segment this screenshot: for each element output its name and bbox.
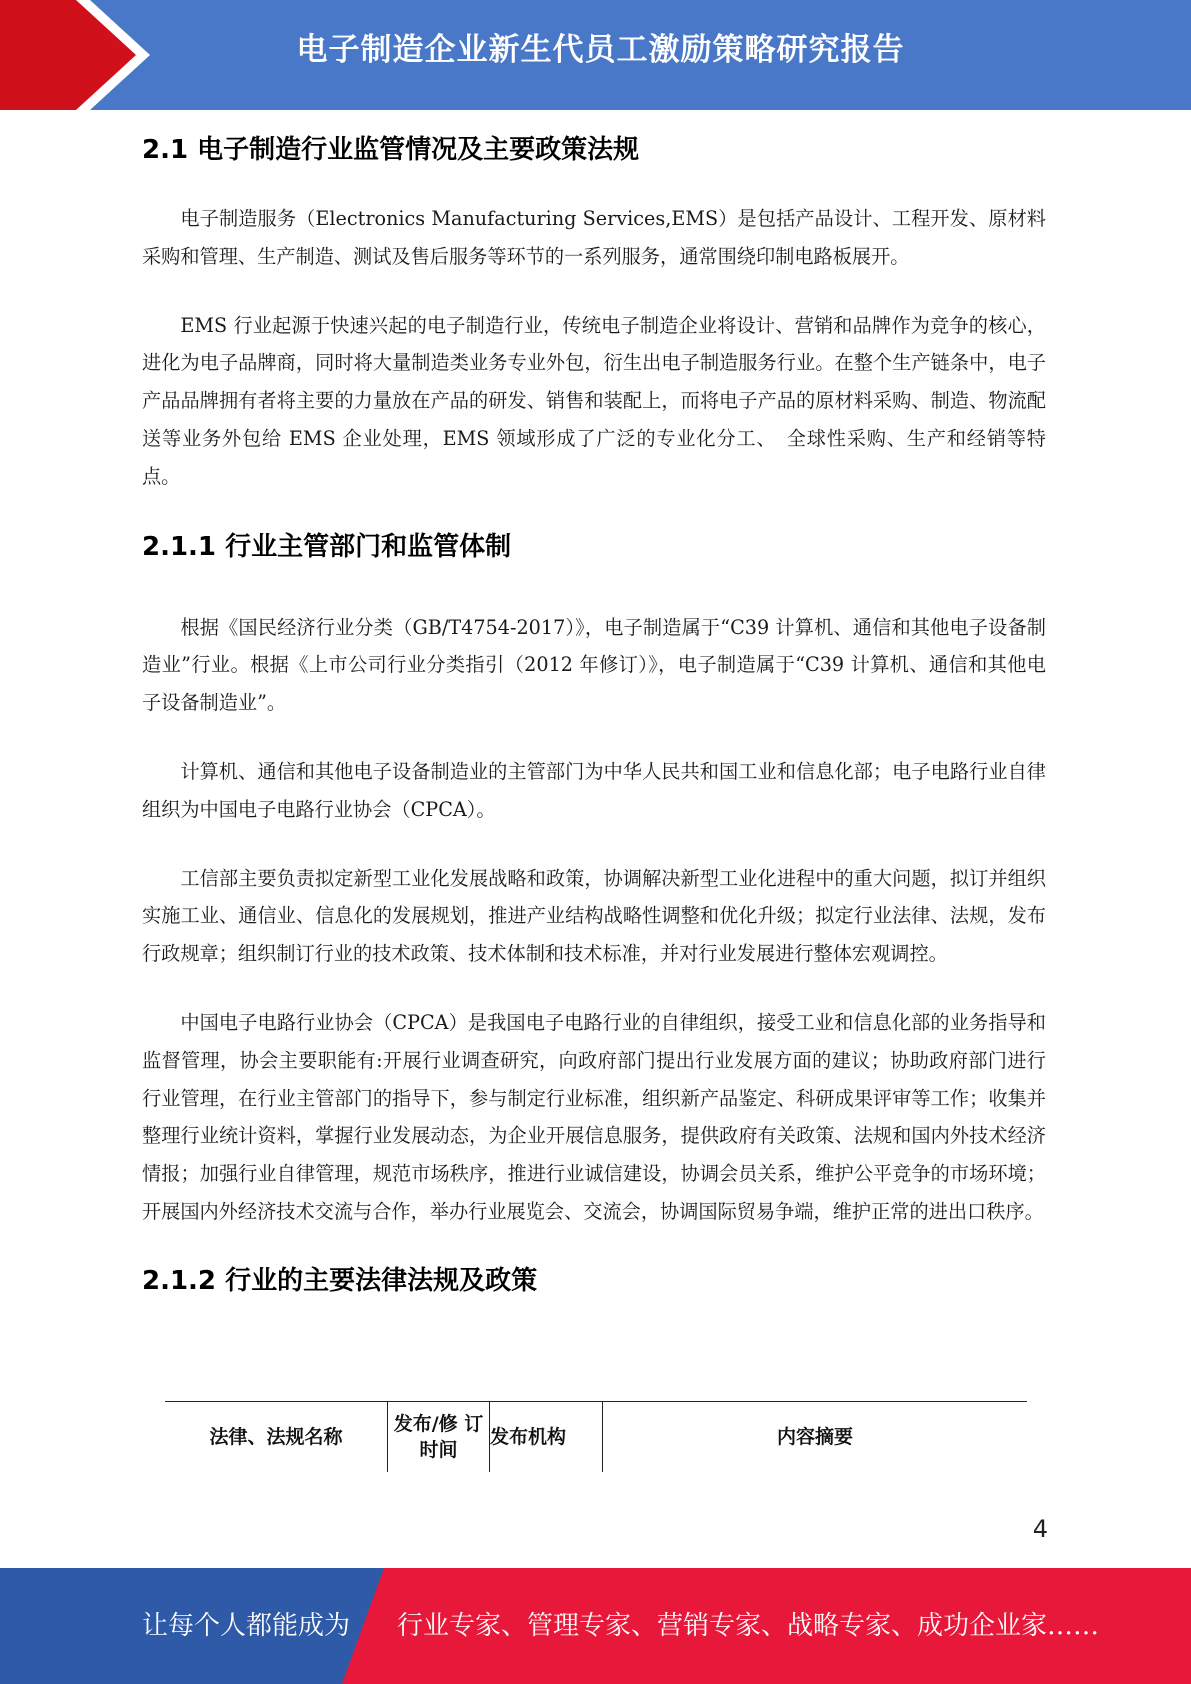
page-content <box>142 120 1046 1311</box>
paragraph-cpca-duties: 中国电子电路行业协会（CPCA）是我国电子电路行业的自律组织，接受工业和信息化部的业务指导和监督管理，协会主要职能有:开展行业调查研究，向政府部门提出行业发展方面的建议；协助政府部门进行行业管理，在行业主管部门的指导下，参与制定行业标准，组织新产品鉴定、科研成果评审等工作；收集并整理行业统计资料，掌握行业发展动态，为企业开展信息服务，提供政府有关政策、法规和国内外技术经济情报；加强行业自律管理，规范市场秩序，推进行业诚信建设，协调会员关系，维护公平竞争的市场环境；开展国内外经济技术交流与合作，举办行业展览会、交流会，协调国际贸易争端，维护正常的进出口秩序。 <box>142 1010 1046 1223</box>
column-header-law-name: 法律、法规名称 <box>165 1402 388 1472</box>
column-header-issuing-body: 发布机构 <box>490 1402 603 1472</box>
column-header-release-time: 发布/修 订时间 <box>388 1402 490 1472</box>
page-number: 4 <box>1032 1515 1048 1543</box>
footer-slogan-left: 让每个人都能成为 <box>142 1611 351 1641</box>
section-heading-2-1-1: 2.1.1 行业主管部门和监管体制 <box>142 531 512 562</box>
page-footer-banner <box>0 1568 1191 1684</box>
column-header-summary: 内容摘要 <box>776 1426 853 1448</box>
paragraph-regulators: 计算机、通信和其他电子设备制造业的主管部门为中华人民共和国工业和信息化部；电子电路行业自律组织为中国电子电路行业协会（CPCA）。 <box>142 759 1046 821</box>
paragraph-ems-origin: EMS 行业起源于快速兴起的电子制造行业，传统电子制造企业将设计、营销和品牌作为竞争的核心，进化为电子品牌商，同时将大量制造类业务专业外包，衍生出电子制造服务行业。在整个生产链条中，电子产品品牌拥有者将主要的力量放在产品的研发、销售和装配上，而将电子产品的原材料采购、制造、物流配送等业务外包给 EMS 企业处理，EMS 领域形成了广泛的专业化分工、 全球性采购、生产和经销等特点。 <box>142 313 1046 488</box>
document-title: 电子制造企业新生代员工激励策略研究报告 <box>296 32 905 68</box>
page-header-banner <box>0 0 1191 110</box>
footer-slogan-right: 行业专家、管理专家、营销专家、战略专家、成功企业家…… <box>397 1611 1100 1641</box>
laws-regulations-table-header <box>165 1401 1027 1472</box>
paragraph-miit-duties: 工信部主要负责拟定新型工业化发展战略和政策，协调解决新型工业化进程中的重大问题，拟订并组织实施工业、通信业、信息化的发展规划，推进产业结构战略性调整和优化升级；拟定行业法律、法规，发布行政规章；组织制订行业的技术政策、技术体制和技术标准，并对行业发展进行整体宏观调控。 <box>142 866 1046 966</box>
section-heading-2-1: 2.1 电子制造行业监管情况及主要政策法规 <box>142 135 640 165</box>
paragraph-industry-classification: 根据《国民经济行业分类（GB/T4754-2017）》，电子制造属于“C39 计算机、通信和其他电子设备制造业”行业。根据《上市公司行业分类指引（2012 年修订）》，电子制造属于“C39 计算机、通信和其他电子设备制造业”。 <box>142 615 1046 715</box>
paragraph-ems-definition: 电子制造服务（Electronics Manufacturing Services,EMS）是包括产品设计、工程开发、原材料采购和管理、生产制造、测试及售后服务等环节的一系列服务，通常围绕印制电路板展开。 <box>142 207 1046 268</box>
section-heading-2-1-2: 2.1.2 行业的主要法律法规及政策 <box>142 1265 538 1296</box>
